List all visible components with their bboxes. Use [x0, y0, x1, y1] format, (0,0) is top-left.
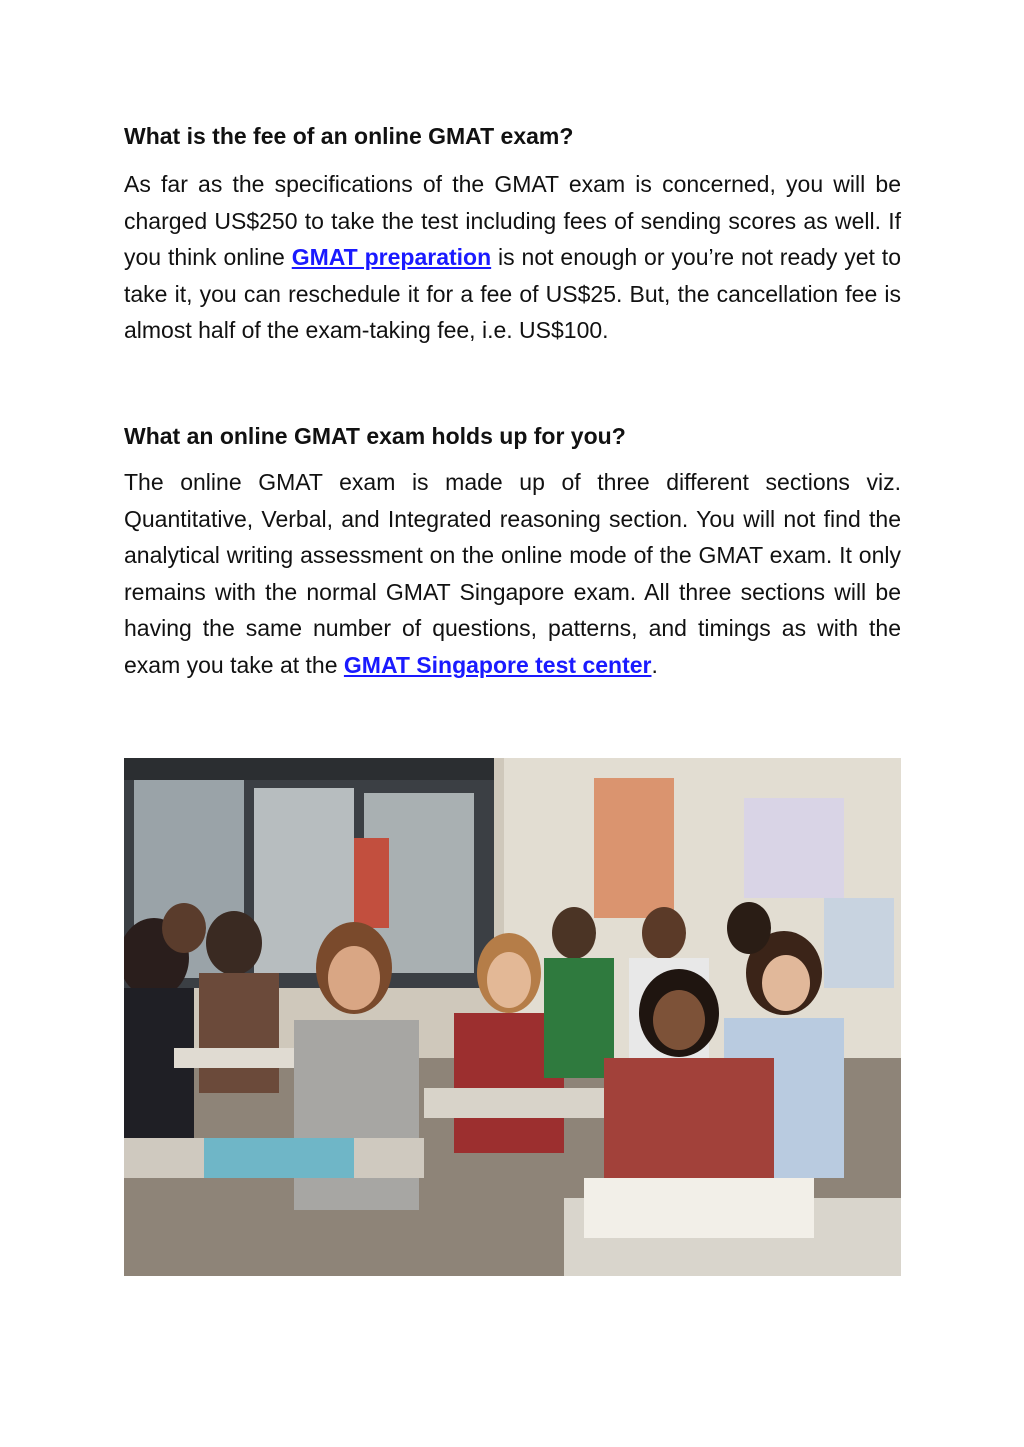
paragraph-fee-text-end: is not enough or you’re not ready yet to take it, you can reschedule it for a fee of US$25. But, the cancellation fee is almost half of the exam-taking fee, i.e. US$100.: [124, 244, 901, 344]
section-heading-exam-contents: What an online GMAT exam holds up for you?: [124, 423, 626, 449]
classroom-photo: [124, 758, 901, 1276]
gmat-preparation-link[interactable]: GMAT preparation: [291, 244, 492, 271]
paragraph-exam-text-start: The online GMAT exam is made up of three different sections viz. Quantitative, Verbal, and Integrated reasoning section. You will not find the analytical writing assessment on the online mode of the GMAT exam. It only remains with the normal GMAT Singapore exam. All three sections will be having the same number of questions, patterns, and timings as with the exam you take at the: [124, 469, 901, 678]
paragraph-fee: [124, 166, 901, 349]
paragraph-exam-text-end: .: [651, 651, 658, 678]
gmat-singapore-test-center-link[interactable]: GMAT Singapore test center: [343, 651, 652, 678]
paragraph-fee-text-start: As far as the specifications of the GMAT exam is concerned, you will be charged US$250 to take the test including fees of sending scores as well. If you think online: [124, 171, 901, 271]
section-heading-fee: What is the fee of an online GMAT exam?: [124, 123, 574, 149]
paragraph-exam-contents: [124, 464, 901, 684]
